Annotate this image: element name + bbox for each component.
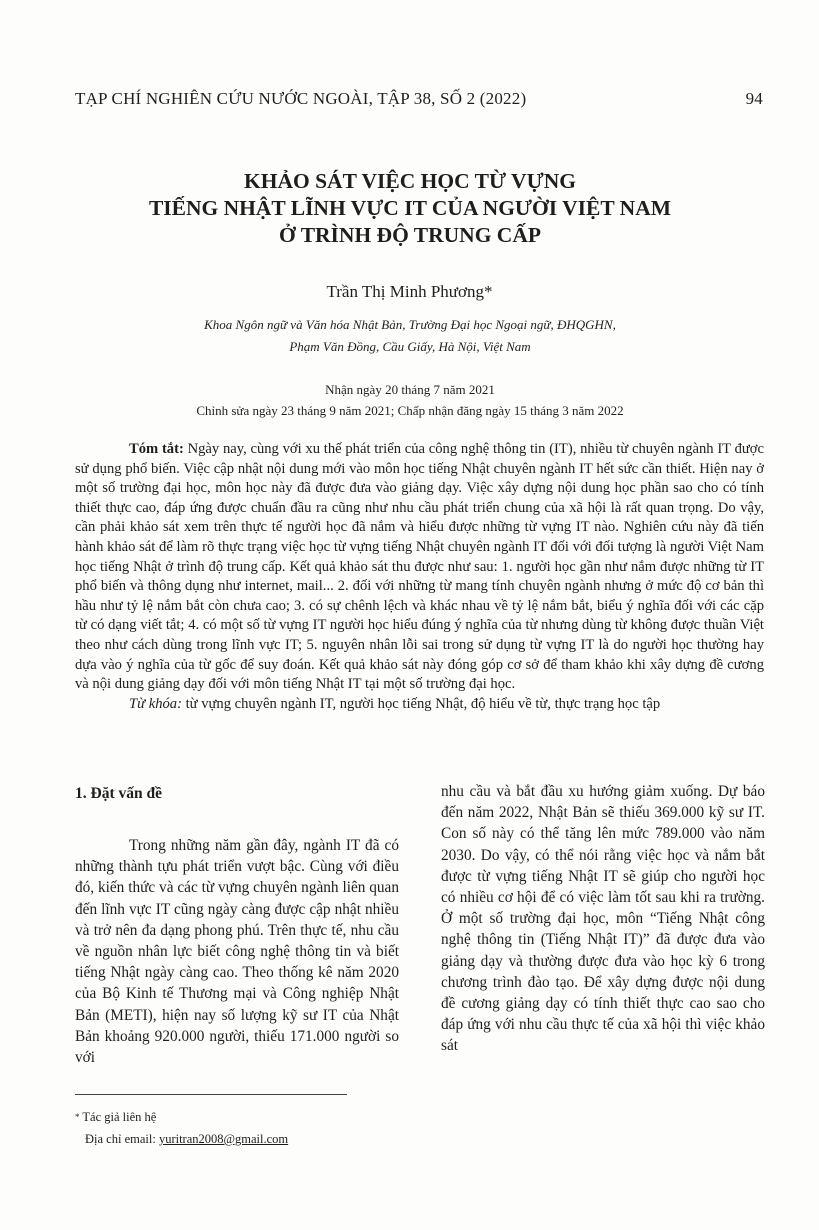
keywords-text: từ vựng chuyên ngành IT, người học tiếng Nhật, độ hiểu về từ, thực trạng học tập [181,695,661,712]
footnote-line-2 [75,1128,475,1150]
abstract [75,440,764,714]
received-date: Nhận ngày 20 tháng 7 năm 2021 [325,382,495,397]
author-name: Trần Thị Minh Phương* [326,282,493,301]
affiliation-line-2: Phạm Văn Đồng, Cầu Giấy, Hà Nội, Việt Nam [289,339,531,354]
title-line-3: Ở TRÌNH ĐỘ TRUNG CẤP [278,223,541,247]
left-column [75,785,399,1068]
footnote [75,1106,475,1150]
footnote-mark: * [75,1112,80,1122]
author-affiliation [100,314,720,358]
keywords-label: Từ khóa: [129,695,182,712]
title-line-2: TIẾNG NHẬT LĨNH VỰC IT CỦA NGƯỜI VIỆT NAM [148,196,672,220]
abstract-label: Tóm tắt: [129,441,184,457]
revised-accepted-date: Chỉnh sửa ngày 23 tháng 9 năm 2021; Chấp nhận đăng ngày 15 tháng 3 năm 2022 [196,403,624,418]
body-paragraph-right: nhu cầu và bắt đầu xu hướng giảm xuống. Dự báo đến năm 2022, Nhật Bản sẽ thiếu 369.000 kỹ sư IT. Con số này có thể tăng lên mức 789.000 vào năm 2030. Do vậy, có thể nói rằng việc học và nắm bắt được từ vựng tiếng Nhật IT sẽ giúp cho người học có nhiều cơ hội để có việc làm tốt sau khi ra trường. Ở một số trường đại học, môn “Tiếng Nhật công nghệ thông tin (Tiếng Nhật IT)” đã được đưa vào giảng dạy và thường được đưa vào học kỳ 6 trong chương trình đào tạo. Để xây dựng được nội dung đề cương giảng dạy có tính thiết thực cao sao cho đáp ứng với nhu cầu thực tế của xã hội thì việc khảo sát [441,783,765,1055]
page-number: 94 [745,89,763,108]
title-line-1: KHẢO SÁT VIỆC HỌC TỪ VỰNG [244,169,576,193]
footnote-corresponding: Tác giả liên hệ [79,1110,157,1124]
footnote-line-1 [75,1106,475,1128]
paper-title [80,168,740,249]
right-column [441,781,765,1057]
abstract-text: Ngày nay, cùng với xu thế phát triển của công nghệ thông tin (IT), nhiều từ chuyên ngành IT được sử dụng phổ biến. Việc cập nhật nội dung mới vào môn học tiếng Nhật chuyên ngành IT hết sức cần thiết. Hiện nay ở một số trường đại học, môn học này đã được đưa vào giảng dạy. Việc xây dựng nội dung học phần sao cho có tính thiết thực cao, đáp ứng được chuẩn đầu ra cũng như nhu cầu phát triển chung của xã hội là rất quan trọng. Do vậy, cần phải khảo sát xem trên thực tế người học đã nắm và hiểu được những từ vựng IT nào. Nghiên cứu này đã tiến hành khảo sát để làm rõ thực trạng việc học từ vựng tiếng Nhật chuyên ngành IT đối với đối tượng là người Việt Nam học tiếng Nhật ở trình độ trung cấp. Kết quả khảo sát thu được như sau: 1. người học gần như nắm được những từ IT phổ biến và thông dụng như internet, mail... 2. đối với những từ mang tính chuyên ngành nhưng ở mức độ cơ bản thì hầu như tỷ lệ nắm bắt còn chưa cao; 3. có sự chênh lệch và khác nhau về tỷ lệ nắm bắt, biểu ý nghĩa đối với các cặp từ có dạng viết tắt; 4. có một số từ vựng IT người học hiểu đúng ý nghĩa của từ nhưng dùng từ không được thuần Việt theo như cách dùng trong lĩnh vực IT; 5. nguyên nhân lỗi sai trong sử dụng từ vựng IT là do người học thường hay dựa vào ý nghĩa của từ gốc để suy đoán. Kết quả khảo sát này đóng góp cơ sở để tham khảo khi xây dựng đề cương và nội dung giảng dạy đối với môn tiếng Nhật IT tại một số trường đại học. [75,441,764,693]
affiliation-line-1: Khoa Ngôn ngữ và Văn hóa Nhật Bản, Trường Đại học Ngoại ngữ, ĐHQGHN, [204,317,616,332]
journal-name: TẠP CHÍ NGHIÊN CỨU NƯỚC NGOÀI, TẬP 38, SỐ 2 (2022) [75,89,527,108]
keywords [75,695,764,715]
footnote-divider [75,1094,347,1095]
abstract-paragraph [75,440,764,695]
section-heading: 1. Đặt vấn đề [75,785,162,802]
body-paragraph-left: Trong những năm gần đây, ngành IT đã có những thành tựu phát triển vượt bậc. Cùng với điều đó, kiến thức và các từ vựng chuyên ngành liên quan đến lĩnh vực IT cũng ngày càng được cập nhật nhiều và trở nên đa dạng phong phú. Trên thực tế, nhu cầu về nguồn nhân lực biết công nghệ thông tin và biết tiếng Nhật ngày càng cao. Theo thống kê năm 2020 của Bộ Kinh tế Thương mại và Công nghiệp Nhật Bản (METI), hiện nay số lượng kỹ sư IT của Nhật Bản khoảng 920.000 người, thiếu 171.000 người so với [75,837,399,1067]
submission-dates [100,379,720,421]
email-link[interactable]: yuritran2008@gmail.com [158,1132,289,1146]
email-label: Địa chỉ email: [85,1132,159,1146]
